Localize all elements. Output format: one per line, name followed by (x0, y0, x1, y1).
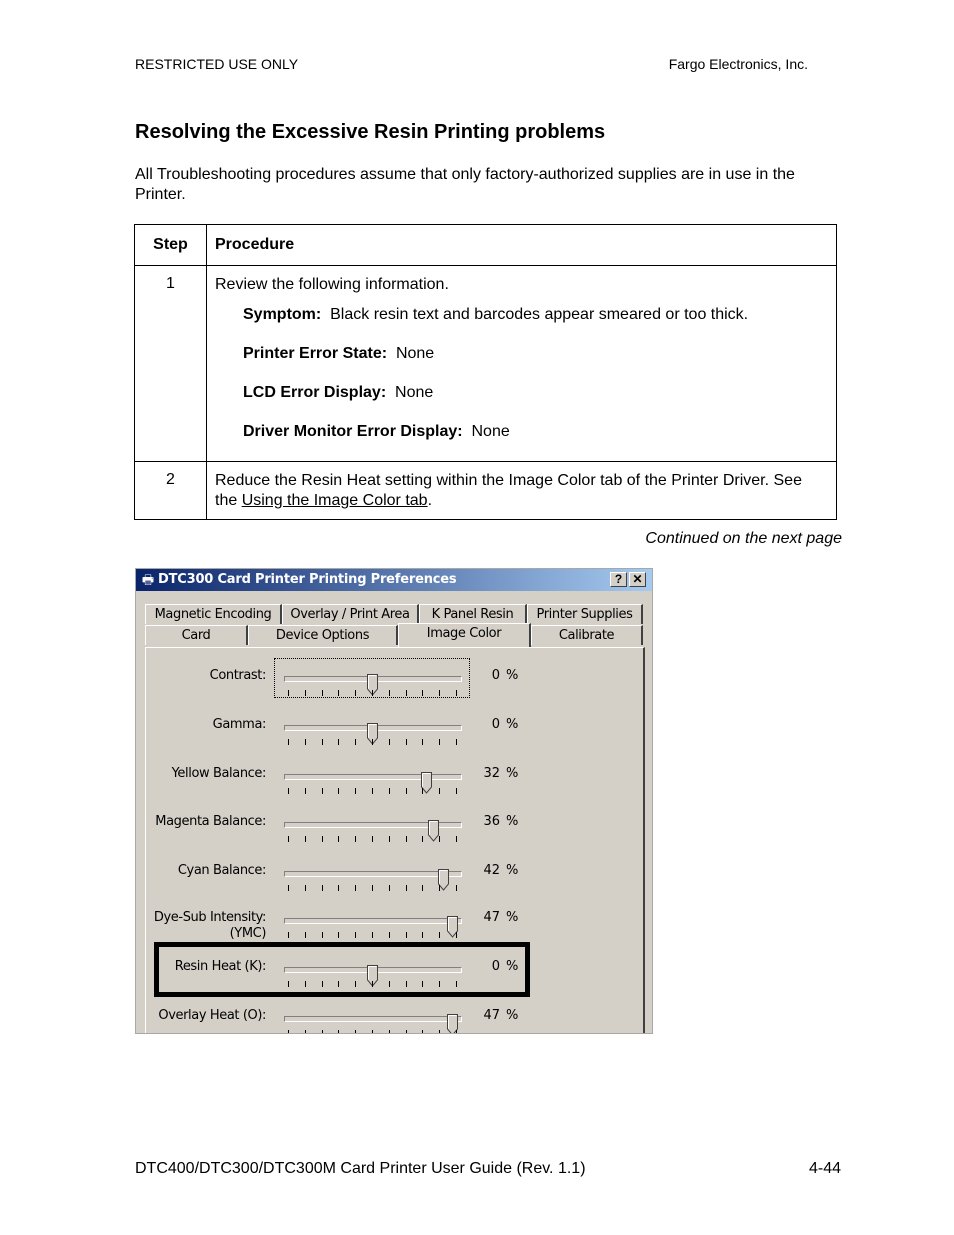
close-button[interactable]: ✕ (629, 572, 646, 587)
gamma-row (136, 717, 653, 757)
procedure-table (134, 224, 837, 520)
gamma-value: 0 (491, 717, 500, 732)
header-right: Fargo Electronics, Inc. (668, 56, 808, 72)
dye-sub-intensity-label: Dye-Sub Intensity: (YMC) (153, 910, 266, 941)
table-header-row (135, 225, 837, 266)
percent-label: % (506, 717, 519, 732)
yellow-balance-row (136, 766, 653, 806)
printing-preferences-dialog (135, 568, 653, 1034)
slider-ticks (288, 690, 458, 696)
percent-label: % (506, 959, 519, 974)
field-value: Black resin text and barcodes appear smeared or too thick. (330, 306, 749, 323)
contrast-row (136, 668, 653, 708)
field-label: Symptom: (243, 306, 322, 323)
field-value: None (471, 423, 510, 440)
column-header-step: Step (135, 225, 207, 266)
step-number: 1 (135, 266, 207, 462)
dialog-title: DTC300 Card Printer Printing Preferences (158, 572, 457, 587)
overlay-heat-label: Overlay Heat (O): (158, 1008, 266, 1023)
cyan-balance-slider[interactable] (284, 871, 462, 877)
gamma-slider[interactable] (284, 725, 462, 731)
continued-note: Continued on the next page (645, 530, 842, 547)
resin-heat-label: Resin Heat (K): (174, 959, 266, 974)
tab-calibrate[interactable]: Calibrate (531, 625, 643, 645)
percent-label: % (506, 814, 519, 829)
percent-label: % (506, 1008, 519, 1023)
contrast-label: Contrast: (209, 668, 266, 683)
percent-label: % (506, 766, 519, 781)
symptom-field (243, 305, 828, 325)
table-row (135, 266, 837, 462)
table-row (135, 462, 837, 520)
tab-card[interactable]: Card (145, 625, 248, 645)
yellow-balance-slider[interactable] (284, 774, 462, 780)
slider-ticks (288, 1030, 458, 1034)
dye-sub-intensity-value: 47 (483, 910, 500, 925)
footer-left: DTC400/DTC300/DTC300M Card Printer User Guide (Rev. 1.1) (135, 1160, 586, 1177)
intro-paragraph: All Troubleshooting procedures assume that only factory-authorized supplies are in use in the Printer. (135, 166, 795, 203)
yellow-balance-label: Yellow Balance: (171, 766, 266, 781)
field-value: None (395, 384, 434, 401)
percent-label: % (506, 668, 519, 683)
procedure-cell (207, 266, 837, 462)
lcd-error-display-field (243, 383, 828, 403)
tab-k-panel-resin[interactable]: K Panel Resin (419, 604, 527, 624)
cyan-balance-value: 42 (483, 863, 500, 878)
magenta-balance-row (136, 814, 653, 854)
overlay-heat-value: 47 (483, 1008, 500, 1023)
magenta-balance-slider[interactable] (284, 822, 462, 828)
dye-sub-intensity-slider[interactable] (284, 918, 462, 924)
slider-ticks (288, 739, 458, 745)
dialog-titlebar[interactable] (136, 569, 652, 591)
tab-image-color[interactable]: Image Color (398, 623, 531, 647)
resin-heat-highlight-box (154, 942, 530, 997)
slider-ticks (288, 885, 458, 891)
tab-printer-supplies[interactable]: Printer Supplies (527, 604, 643, 624)
printer-error-state-field (243, 344, 828, 364)
magenta-balance-value: 36 (483, 814, 500, 829)
info-fields (215, 305, 828, 442)
procedure-text-end: . (427, 492, 433, 509)
tab-magnetic-encoding[interactable]: Magnetic Encoding (145, 604, 282, 624)
gamma-label: Gamma: (212, 717, 266, 732)
slider-ticks (288, 932, 458, 938)
percent-label: % (506, 863, 519, 878)
field-label: LCD Error Display: (243, 384, 387, 401)
overlay-heat-row (136, 1008, 653, 1034)
contrast-slider[interactable] (284, 676, 462, 682)
percent-label: % (506, 910, 519, 925)
cyan-balance-label: Cyan Balance: (177, 863, 266, 878)
field-value: None (395, 345, 435, 362)
contrast-value: 0 (491, 668, 500, 683)
field-label: Printer Error State: (243, 345, 388, 362)
cyan-balance-row (136, 863, 653, 903)
tab-overlay-print-area[interactable]: Overlay / Print Area (282, 604, 419, 624)
image-color-tab-link[interactable]: Using the Image Color tab (241, 492, 428, 509)
slider-ticks (288, 836, 458, 842)
field-label: Driver Monitor Error Display: (243, 423, 463, 440)
procedure-text: Reduce the Resin Heat setting within the Image Color tab of the Printer Driver. See the (215, 472, 802, 509)
header-left: RESTRICTED USE ONLY (135, 56, 299, 72)
step-number: 2 (135, 462, 207, 520)
procedure-text: Review the following information. (215, 276, 449, 293)
yellow-balance-value: 32 (483, 766, 500, 781)
printer-icon: 🖶 (141, 572, 155, 587)
page-number: 4-44 (808, 1160, 841, 1177)
driver-monitor-error-field (243, 422, 828, 442)
page-title: Resolving the Excessive Resin Printing problems (135, 121, 606, 143)
tab-device-options[interactable]: Device Options (248, 625, 398, 645)
column-header-procedure: Procedure (207, 225, 837, 266)
help-button[interactable]: ? (610, 572, 627, 587)
procedure-cell (207, 462, 837, 520)
magenta-balance-label: Magenta Balance: (155, 814, 266, 829)
overlay-heat-slider[interactable] (284, 1016, 462, 1022)
resin-heat-value: 0 (491, 959, 500, 974)
slider-ticks (288, 788, 458, 794)
